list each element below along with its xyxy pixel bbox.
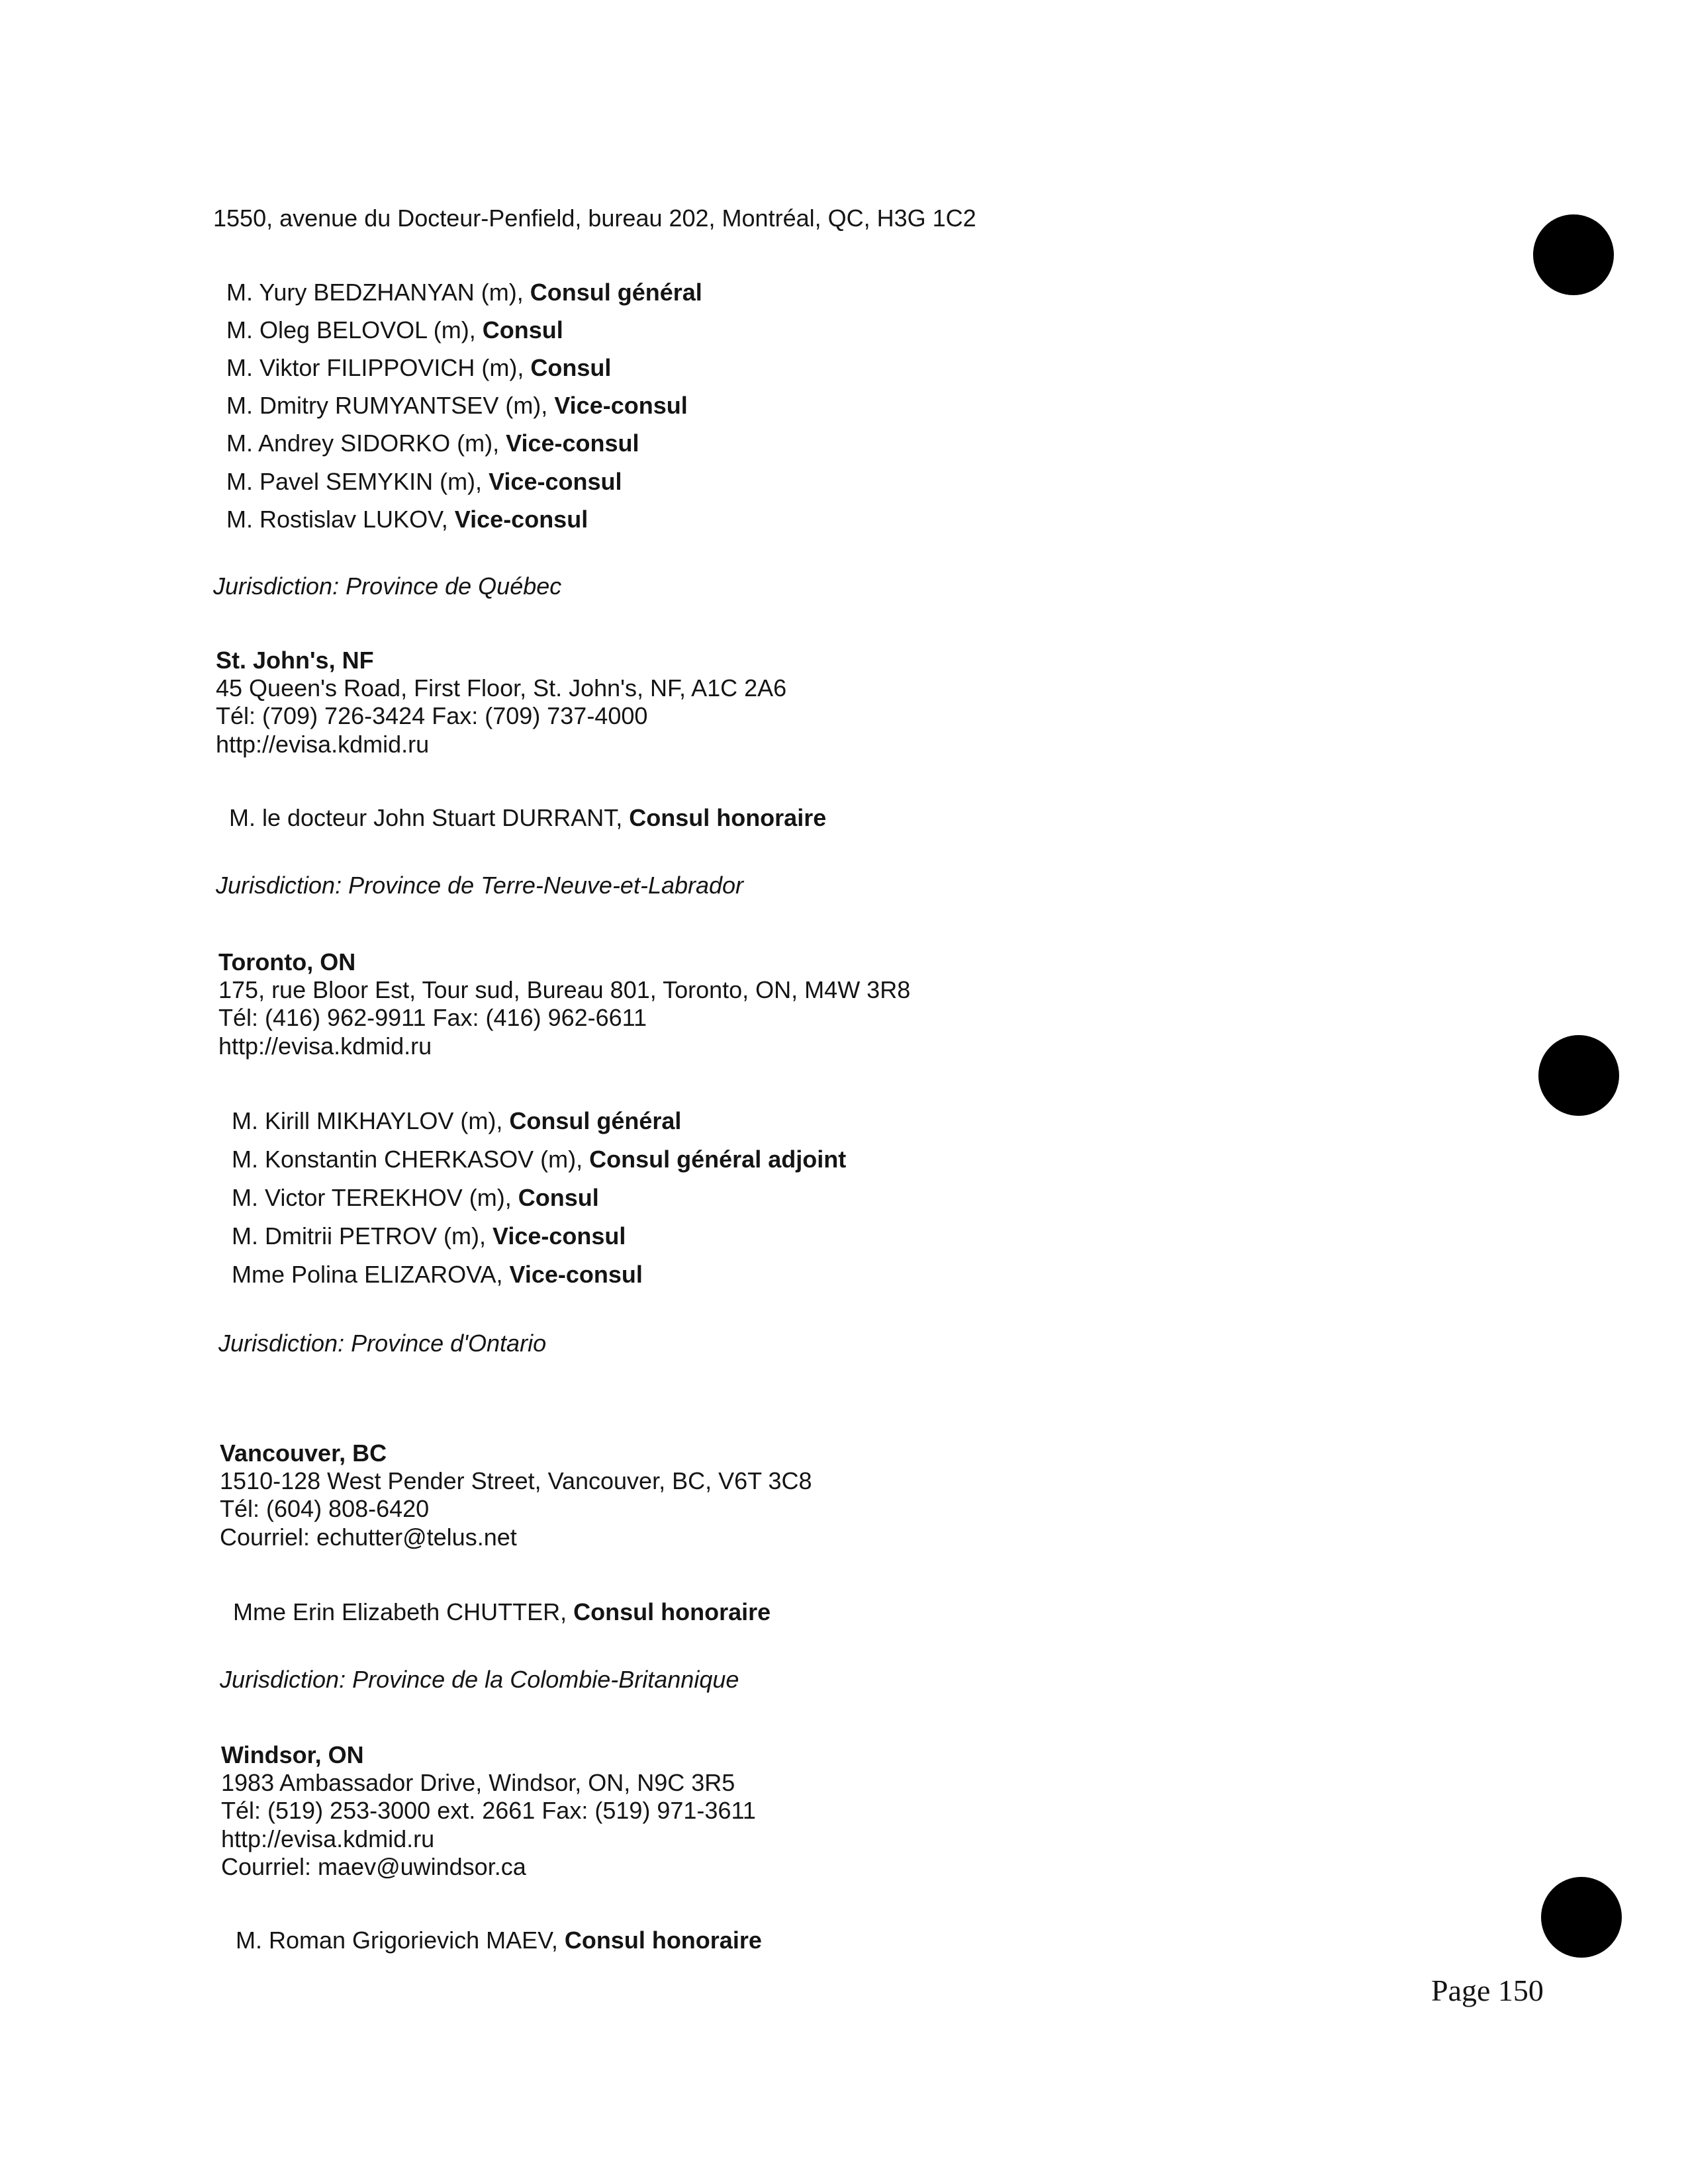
consulate-website: http://evisa.kdmid.ru xyxy=(216,731,430,758)
staff-entry xyxy=(236,1926,762,1955)
staff-entry xyxy=(226,353,611,383)
staff-entry xyxy=(226,467,622,496)
staff-entry xyxy=(226,505,588,534)
staff-name: M. Konstantin CHERKASOV (m), xyxy=(232,1146,590,1173)
staff-title: Consul honoraire xyxy=(629,804,827,831)
staff-name: M. Andrey SIDORKO (m), xyxy=(226,430,506,457)
consulate-address: 1983 Ambassador Drive, Windsor, ON, N9C 3R5 xyxy=(221,1769,735,1796)
montreal-address: 1550, avenue du Docteur-Penfield, bureau 202, Montréal, QC, H3G 1C2 xyxy=(213,205,976,232)
jurisdiction-note: Jurisdiction: Province de Québec xyxy=(213,572,562,600)
staff-title: Vice-consul xyxy=(492,1222,626,1250)
staff-name: M. Dmitry RUMYANTSEV (m), xyxy=(226,392,555,419)
consulate-heading: Windsor, ON xyxy=(221,1741,364,1768)
staff-name: M. Viktor FILIPPOVICH (m), xyxy=(226,354,531,381)
consulate-heading: St. John's, NF xyxy=(216,647,374,674)
staff-entry xyxy=(226,316,563,345)
staff-entry xyxy=(232,1183,599,1212)
consulate-email: Courriel: maev@uwindsor.ca xyxy=(221,1853,526,1880)
staff-entry xyxy=(233,1598,771,1627)
page-number: Page 150 xyxy=(1431,1974,1544,2007)
staff-entry xyxy=(232,1222,626,1251)
consulate-phone: Tél: (416) 962-9911 Fax: (416) 962-6611 xyxy=(218,1004,647,1031)
staff-name: M. Kirill MIKHAYLOV (m), xyxy=(232,1107,510,1134)
staff-name: Mme Polina ELIZAROVA, xyxy=(232,1261,510,1288)
consulate-heading: Vancouver, BC xyxy=(220,1439,387,1467)
staff-title: Consul xyxy=(482,316,563,343)
staff-title: Consul général xyxy=(530,279,702,306)
staff-name: M. Dmitrii PETROV (m), xyxy=(232,1222,492,1250)
staff-title: Consul général xyxy=(509,1107,682,1134)
jurisdiction-note: Jurisdiction: Province de la Colombie-Britannique xyxy=(220,1666,739,1693)
consulate-phone: Tél: (519) 253-3000 ext. 2661 Fax: (519) 971-3611 xyxy=(221,1797,756,1824)
staff-title: Consul xyxy=(518,1184,599,1211)
consulate-phone: Tél: (604) 808-6420 xyxy=(220,1495,430,1522)
consulate-phone: Tél: (709) 726-3424 Fax: (709) 737-4000 xyxy=(216,702,648,729)
staff-name: Mme Erin Elizabeth CHUTTER, xyxy=(233,1598,574,1625)
jurisdiction-note: Jurisdiction: Province d'Ontario xyxy=(218,1330,547,1357)
staff-name: M. Victor TEREKHOV (m), xyxy=(232,1184,518,1211)
consulate-email: Courriel: echutter@telus.net xyxy=(220,1524,517,1551)
staff-title: Consul xyxy=(530,354,612,381)
punch-hole-icon xyxy=(1538,1035,1619,1116)
punch-hole-icon xyxy=(1541,1877,1622,1958)
staff-name: M. Roman Grigorievich MAEV, xyxy=(236,1927,565,1954)
consulate-address: 175, rue Bloor Est, Tour sud, Bureau 801, Toronto, ON, M4W 3R8 xyxy=(218,976,911,1003)
punch-hole-icon xyxy=(1533,214,1614,295)
staff-entry xyxy=(232,1107,681,1136)
consulate-address: 45 Queen's Road, First Floor, St. John's, NF, A1C 2A6 xyxy=(216,674,787,702)
staff-title: Consul général adjoint xyxy=(589,1146,847,1173)
staff-entry xyxy=(226,278,702,307)
staff-entry xyxy=(226,429,639,458)
staff-name: M. Rostislav LUKOV, xyxy=(226,506,455,533)
staff-name: M. le docteur John Stuart DURRANT, xyxy=(229,804,630,831)
consulate-website: http://evisa.kdmid.ru xyxy=(221,1825,435,1852)
staff-title: Vice-consul xyxy=(454,506,588,533)
consulate-heading: Toronto, ON xyxy=(218,948,356,976)
staff-title: Vice-consul xyxy=(509,1261,643,1288)
staff-title: Vice-consul xyxy=(554,392,688,419)
staff-name: M. Yury BEDZHANYAN (m), xyxy=(226,279,530,306)
staff-title: Vice-consul xyxy=(489,468,622,495)
consulate-address: 1510-128 West Pender Street, Vancouver, BC, V6T 3C8 xyxy=(220,1467,812,1494)
jurisdiction-note: Jurisdiction: Province de Terre-Neuve-et-Labrador xyxy=(216,872,744,899)
staff-name: M. Oleg BELOVOL (m), xyxy=(226,316,483,343)
staff-entry xyxy=(232,1260,643,1289)
staff-entry xyxy=(229,803,826,833)
staff-entry xyxy=(226,391,688,420)
staff-name: M. Pavel SEMYKIN (m), xyxy=(226,468,489,495)
staff-title: Consul honoraire xyxy=(564,1927,762,1954)
consulate-website: http://evisa.kdmid.ru xyxy=(218,1032,432,1060)
staff-title: Consul honoraire xyxy=(573,1598,771,1625)
staff-title: Vice-consul xyxy=(506,430,639,457)
staff-entry xyxy=(232,1145,846,1174)
